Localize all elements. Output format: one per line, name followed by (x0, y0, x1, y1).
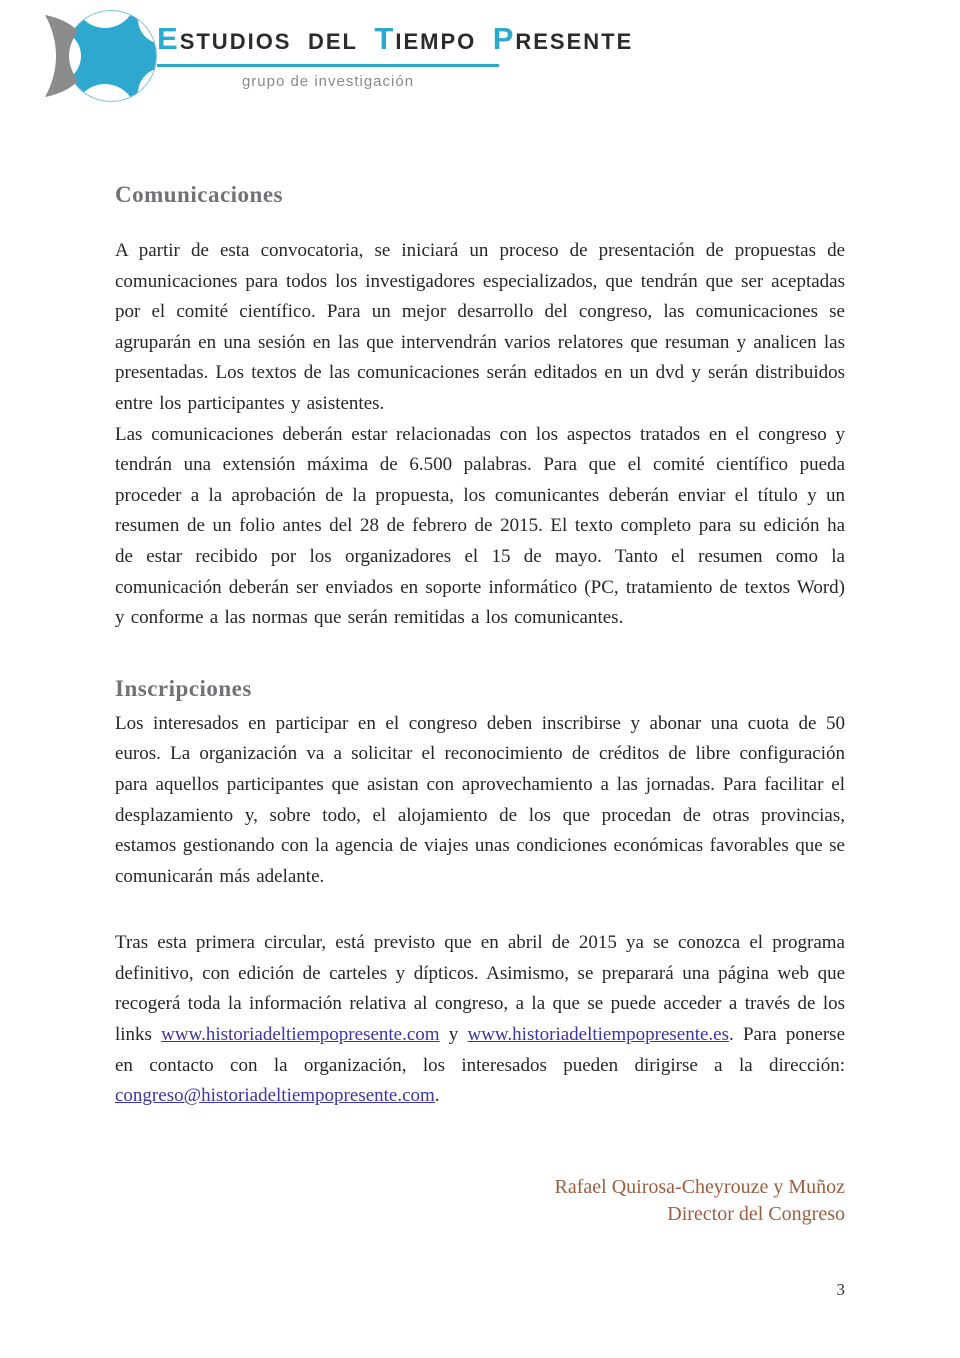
paragraph-inscripcion: Los interesados en participar en el congreso deben inscribirse y abonar una cuota de 50 euros. La organización va a solicitar el reconocimiento de créditos de libre configuración para aquellos participantes que asistan con aprovechamiento a las jornadas. Para facilitar el desplazamiento y, sobre todo, el alojamiento de los que procedan de otras provincias, estamos gestionando con la agencia de viajes unas condiciones económicas favorables que se comunicarán más adelante. (115, 712, 845, 887)
page-number: 3 (836, 1280, 845, 1299)
paragraph-links-text: y (439, 1024, 468, 1046)
signature-name: Rafael Quirosa-Cheyrouze y Muñoz (554, 1175, 845, 1198)
paragraph-requisitos: Las comunicaciones deberán estar relacionadas con los aspectos tratados en el congreso y tendrán una extensión máxima de 6.500 palabras. Para que el comité científico pueda proceder a la aprobación de la propuesta, los comunicantes deberán enviar el título y un resumen de un folio antes del 28 de febrero de 2015. El texto completo para su edición ha de estar recibido por los organizadores el 15 de mayo. Tanto el resumen como la comunicación deberán ser enviados en soporte informático (PC, tratamiento de textos Word) y conforme a las normas que serán remitidas a los comunicantes. (115, 423, 845, 629)
logo-word-initial: T (374, 21, 396, 56)
logo-word-rest: RESENTE (515, 29, 634, 54)
logo-word-initial: E (157, 21, 180, 56)
paragraph-convocatoria: A partir de esta convocatoria, se iniciará un proceso de presentación de propuestas de comunicaciones para todos los investigadores especializados, que tendrán que ser aceptadas por el comité científico. Para un mejor desarrollo del congreso, las comunicaciones se agruparán en una sesión en las que intervendrán varios relatores que resuman y analicen las presentadas. Los textos de las comunicaciones serán editados en un dvd y serán distribuidos entre los participantes y asistentes. (115, 240, 845, 414)
paragraph-circular-links (115, 928, 845, 1112)
paragraph-links-text: Tras esta primera circular, está previsto que en abril de 2015 ya se conozca el programa definitivo, con edición de carteles y dípticos. Asimismo, se preparará una página web que recogerá toda la información relativa al congreso, a la que se puede acceder a través de los links (115, 932, 845, 1046)
logo-underline (157, 64, 499, 67)
logo-text-block (157, 6, 643, 90)
document-content (115, 182, 845, 1228)
section-heading-comunicaciones: Comunicaciones (115, 182, 283, 207)
paragraph-links-text: . Para ponerse en contacto con la organización, los interesados pueden dirigirse a la dirección: (115, 1024, 846, 1076)
signature-block (115, 1174, 845, 1228)
logo-word-rest: STUDIOS (179, 29, 292, 54)
logo-word-rest: DEL (307, 29, 358, 54)
paragraph-links-text: . (434, 1085, 440, 1107)
logo-subtitle: grupo de investigación (241, 73, 415, 90)
section-heading-inscripciones: Inscripciones (115, 675, 252, 701)
logo-mark-icon (33, 6, 163, 106)
logo-title (157, 22, 643, 62)
link-historiadeltiempopresente-com[interactable]: www.historiadeltiempopresente.com (161, 1024, 440, 1046)
link-congreso-email[interactable]: congreso@historiadeltiempopresente.com (115, 1085, 435, 1107)
logo-word-rest: IEMPO (395, 29, 477, 54)
logo-header (0, 0, 960, 106)
logo-word-initial: P (492, 21, 516, 56)
link-historiadeltiempopresente-es[interactable]: www.historiadeltiempopresente.es (467, 1024, 730, 1046)
signature-role: Director del Congreso (667, 1202, 845, 1225)
